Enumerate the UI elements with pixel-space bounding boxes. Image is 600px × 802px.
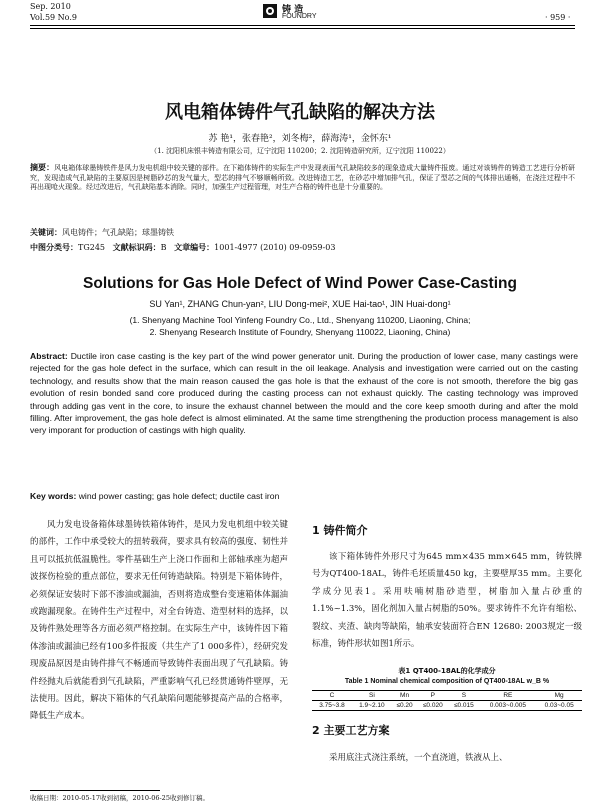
- clc-value: TG245: [78, 243, 105, 252]
- table-cell: ≤0.015: [448, 701, 479, 711]
- table-header-cell: Mg: [536, 691, 582, 701]
- abstract-en-label: Abstract:: [30, 351, 68, 361]
- keywords-en-label: Key words:: [30, 491, 77, 501]
- table-1-title-en: Table 1 Nominal chemical composition of QT400-18AL w_B %: [344, 678, 550, 685]
- table-header-cell: S: [448, 691, 479, 701]
- affiliation-en-2: 2. Shenyang Research Institute of Foundry, Shenyang 110022, Liaoning, China): [149, 327, 451, 337]
- abstract-cn-label: 摘要：: [30, 163, 55, 172]
- table-cell: ≤0.20: [392, 701, 417, 711]
- table-header-cell: C: [312, 691, 352, 701]
- paper-title-cn: 风电箱体铸件气孔缺陷的解决方法: [165, 102, 435, 123]
- footnote-received: 收稿日期：2010-05-17收到初稿，2010-06-25收到修订稿。: [30, 794, 209, 802]
- header-volume: Vol.59 No.9: [30, 13, 77, 22]
- table-cell: 0.03~0.05: [536, 701, 582, 711]
- table-header-cell: Mn: [392, 691, 417, 701]
- journal-logo-icon: [263, 3, 277, 17]
- paper-title-en: Solutions for Gas Hole Defect of Wind Power Case-Casting: [83, 275, 517, 292]
- table-cell: 1.9~2.10: [352, 701, 392, 711]
- keywords-en-text: wind power casting; gas hole defect; ductile cast iron: [78, 491, 280, 501]
- keywords-cn-text: 风电铸件；气孔缺陷；球墨铸铁: [62, 228, 174, 237]
- doc-code-value: B: [160, 243, 167, 252]
- affiliation-en-1: (1. Shenyang Machine Tool Yinfeng Foundry Co., Ltd., Shenyang 110200, Liaoning, China;: [129, 315, 471, 325]
- header-rule-thin: [30, 28, 575, 29]
- keywords-en: [30, 491, 578, 501]
- abstract-en-text: Ductile iron case casting is the key part of the wind power generator unit. During the production of lower case, many castings were rejected for the gas hole defect in the surface, which can result in the oil leakage. Analysis and investigation were carried out on the casting technology, and results show that the main reason caused the gas hole is that the exhaust of the core is not smooth, therefore the big gas evolution of resin bonded sand core produced during the casting process can not exhaust quickly. The casting technology was improved through adding gas vent in the core, to insure the exhaust channel between the mould and the core keep smooth during and after the mold filling. After improvement, the gas hole defect is almost eliminated. At the same time strengthening the production process management is also very imporant for production of castings with high quality.: [30, 351, 578, 436]
- header-journal-en: FOUNDRY: [282, 13, 317, 20]
- table-cell: 3.75~3.8: [312, 701, 352, 711]
- footnote-rule: [30, 790, 160, 791]
- table-cell: 0.003~0.005: [479, 701, 536, 711]
- header-date: Sep. 2010: [30, 2, 71, 11]
- table-header-cell: P: [417, 691, 448, 701]
- table-1-title-cn: 表1 QT400-18AL的化学成分: [398, 667, 496, 675]
- keywords-cn: [30, 227, 575, 238]
- abstract-en: [30, 350, 578, 437]
- table-1: [312, 690, 582, 711]
- section-1-text: 该下箱体铸件外形尺寸为645 mm×435 mm×645 mm，铸铁牌号为QT400-18AL，铸件毛坯质量450 kg，主要壁厚35 mm。主要化学成分见表1。采用呋喃树脂砂造型，树脂加入量占砂重的1.1%~1.3%，固化剂加入量占树脂的50%。要求铸件不允许有缩松、裂纹、夹渣、缺肉等缺陷，轴承安装面符合EN 12680: 2003规定一级标准，铸件形状如图1所示。: [312, 552, 582, 650]
- authors-en: SU Yan¹, ZHANG Chun-yan², LIU Dong-mei², XUE Hai-tao¹, JIN Huai-dong¹: [149, 299, 451, 309]
- section-2-text: 采用底注式浇注系统，一个直浇道，铁液从上、: [329, 753, 508, 763]
- section-2-heading: 2 主要工艺方案: [312, 724, 390, 737]
- doc-code-label: 文献标识码：: [112, 243, 161, 252]
- header-rule: [30, 25, 575, 26]
- table-header-cell: Si: [352, 691, 392, 701]
- article-number-value: 1001-4977 (2010) 09-0959-03: [214, 243, 336, 252]
- keywords-cn-label: 关键词：: [30, 228, 62, 237]
- article-number-label: 文章编号：: [174, 243, 215, 252]
- affiliations-cn: （1. 沈阳机床银丰铸造有限公司，辽宁沈阳 110200；2. 沈阳铸造研究所，辽宁沈阳 110022）: [150, 147, 450, 155]
- table-header-row: [312, 691, 582, 701]
- intro-paragraph: 风力发电设备箱体球墨铸铁箱体铸件，是风力发电机组中较关键的部件，工作中承受较大的扭转载荷，要求具有较高的强度、韧性并且可以抵抗低温脆性。零件基础生产上浇口作面和上部轴承座为超声波探伤检验的重点部位，要求无任何铸造缺陷。特别是下箱体铸件，必须保证安装时下部不渗油或漏油，否则将造成整台变速箱体体漏油或跑漏现象。在铸件生产过程中，对全台铸造、造型材料的选择，以及铸件熟处理等各方面必须严格控制。在实际生产中，该铸件因下箱体渗油或漏油已经有100多件报废（共生产了1 000多件），经研究发现废品原因是由铸件排气不畅通而导致铸件表面出现了气孔缺陷。铸件经抛丸后就能看到气孔缺陷，严重影响气孔已经贯通铸件壁厚，无法使用。因此，解决下箱体的气孔缺陷问题能够提高产品的合格率，降低生产成本。: [30, 520, 288, 722]
- table-cell: ≤0.020: [417, 701, 448, 711]
- classification-line: [30, 242, 575, 253]
- header-page-number: · 959 ·: [545, 13, 571, 22]
- authors-cn: 苏 艳¹，张春艳²，刘冬梅²，薛海涛¹，金怀东¹: [208, 134, 392, 144]
- header-journal-cn: 铸 造: [282, 5, 304, 15]
- abstract-cn: [30, 163, 575, 193]
- table-header-cell: RE: [479, 691, 536, 701]
- table-row: [312, 701, 582, 711]
- section-1-heading: 1 铸件简介: [312, 524, 368, 537]
- clc-label: 中图分类号：: [30, 243, 78, 252]
- abstract-cn-text: 风电箱体球墨铸铁件是风力发电机组中较关键的部件。在下箱体铸件的实际生产中发现表面气孔缺陷较多的现象造成大量铸件报废。通过对该铸件的铸造工艺进行分析研究，发现造成气孔缺陷的主要原因是树脂砂芯的发气量大，型芯的排气不够顺畅所致。改进铸造工艺，在砂芯中增加排气孔，保证了型芯之间的气体排出通畅，在浇注过程中不再出现呛火现象。经过改进后，气孔缺陷基本消除。同时，加强生产过程管理，对生产合格的铸件也是十分重要的。: [30, 164, 576, 192]
